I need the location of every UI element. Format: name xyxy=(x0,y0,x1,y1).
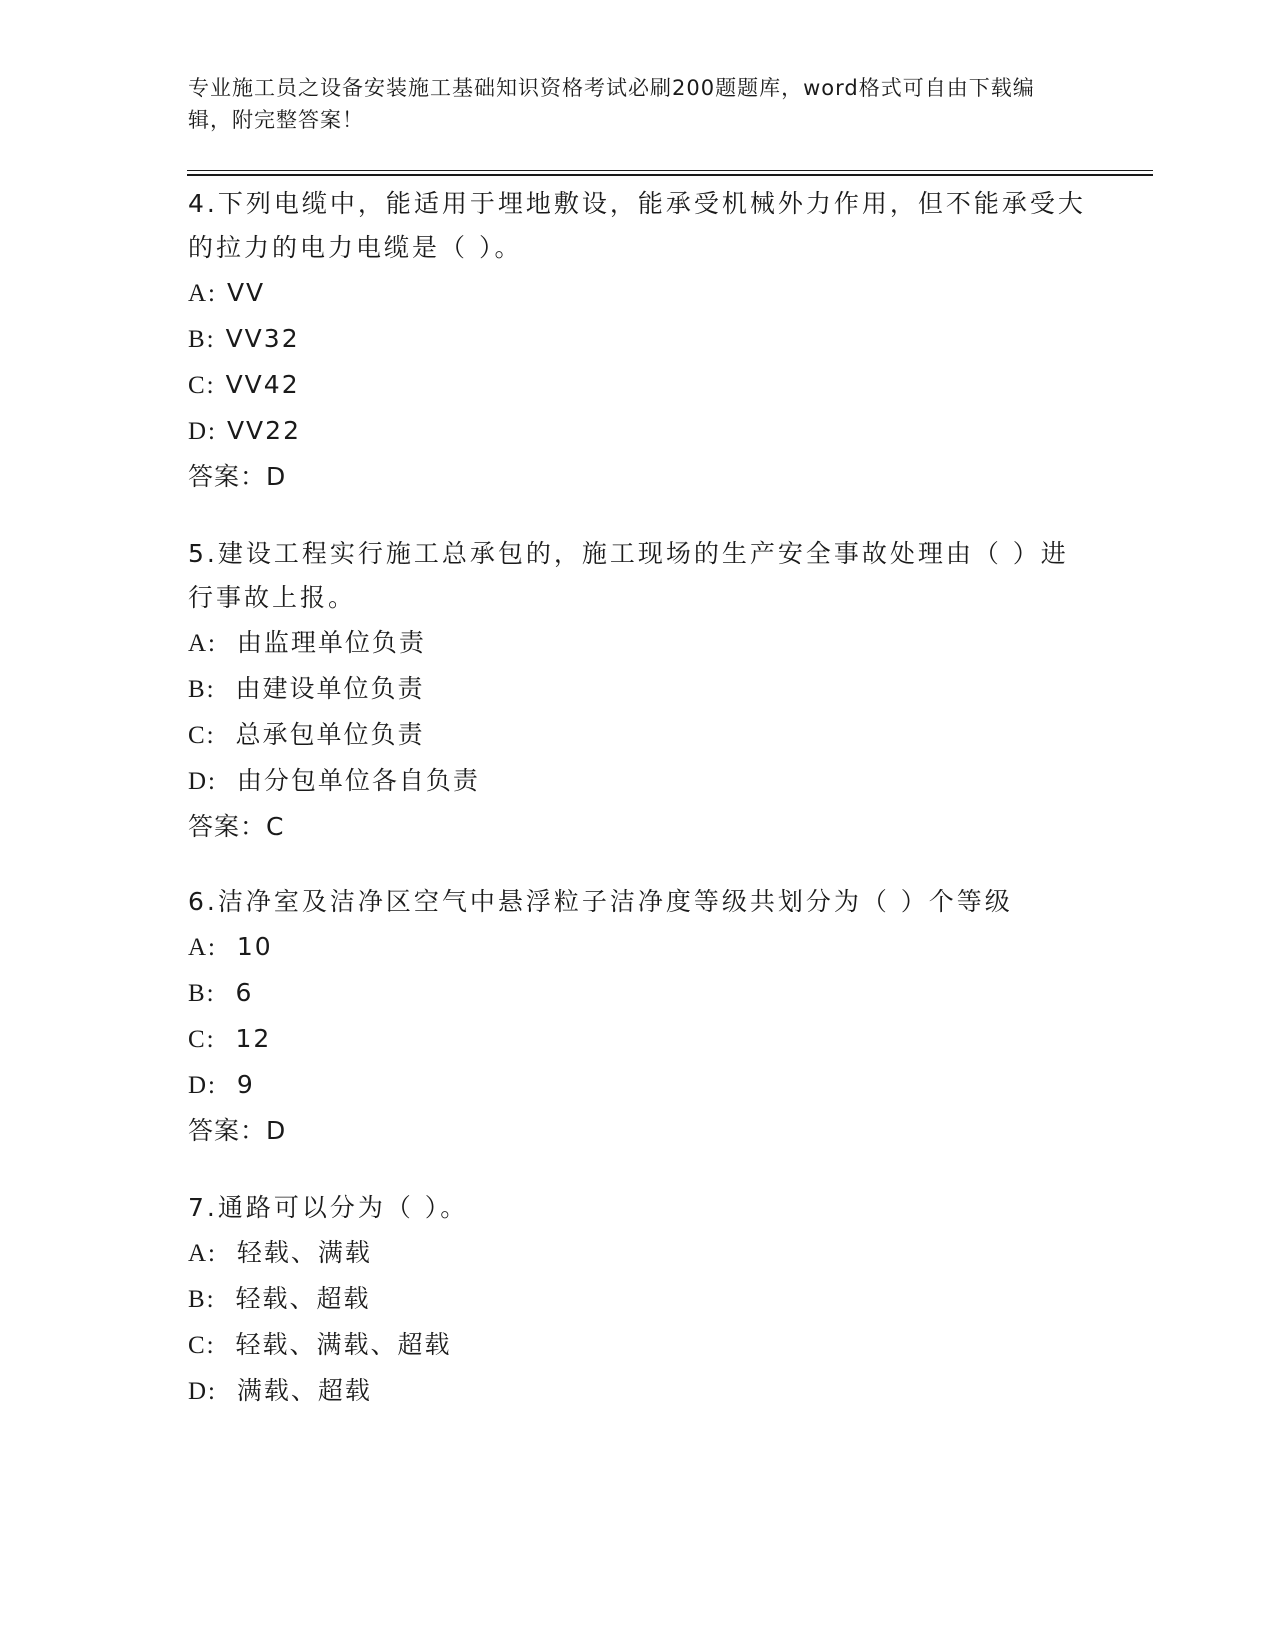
option-d xyxy=(188,758,1088,804)
question-stem: 6.洁净室及洁净区空气中悬浮粒子洁净度等级共划分为（ ）个等级 xyxy=(188,887,1013,916)
option-b xyxy=(188,970,1088,1016)
option-key: D: xyxy=(188,418,217,445)
question-stem: 4.下列电缆中，能适用于埋地敷设，能承受机械外力作用，但不能承受大的拉力的电力电缆是（ ）。 xyxy=(188,189,1086,262)
option-text: 12 xyxy=(235,1024,272,1053)
option-text: VV32 xyxy=(225,324,300,353)
option-d xyxy=(188,1368,1088,1414)
option-key: A: xyxy=(188,280,217,307)
question-4 xyxy=(188,182,1088,499)
option-text: 满载、超载 xyxy=(236,1376,372,1405)
answer-line: 答案：C xyxy=(188,812,285,841)
option-a xyxy=(188,1230,1088,1276)
question-6 xyxy=(188,880,1088,1153)
option-key: A: xyxy=(188,1240,217,1267)
answer-line: 答案：D xyxy=(188,1116,287,1145)
document-header-title: 专业施工员之设备安装施工基础知识资格考试必刷200题题库，word格式可自由下载编辑，附完整答案！ xyxy=(188,76,1035,132)
option-key: A: xyxy=(188,630,217,657)
option-text: 轻载、满载 xyxy=(236,1238,372,1267)
option-key: B: xyxy=(188,326,216,353)
option-d xyxy=(188,408,1088,454)
answer-line: 答案：D xyxy=(188,462,287,491)
option-key: B: xyxy=(188,980,216,1007)
option-key: D: xyxy=(188,1072,217,1099)
option-b xyxy=(188,666,1088,712)
option-key: B: xyxy=(188,1286,216,1313)
option-a xyxy=(188,924,1088,970)
option-key: D: xyxy=(188,768,217,795)
header-divider-top xyxy=(187,170,1153,171)
option-key: D: xyxy=(188,1378,217,1405)
option-text: 轻载、超载 xyxy=(235,1284,371,1313)
option-text: VV22 xyxy=(226,416,301,445)
question-stem: 5.建设工程实行施工总承包的，施工现场的生产安全事故处理由（ ）进行事故上报。 xyxy=(188,539,1069,612)
option-text: 由分包单位各自负责 xyxy=(236,766,480,795)
option-key: B: xyxy=(188,676,216,703)
option-text: VV xyxy=(226,278,266,307)
option-c xyxy=(188,1016,1088,1062)
option-key: C: xyxy=(188,1332,216,1359)
option-text: 总承包单位负责 xyxy=(235,720,425,749)
option-key: C: xyxy=(188,722,216,749)
question-7 xyxy=(188,1186,1088,1414)
option-c xyxy=(188,712,1088,758)
option-text: VV42 xyxy=(225,370,300,399)
question-5 xyxy=(188,532,1088,849)
option-text: 由监理单位负责 xyxy=(236,628,426,657)
option-text: 轻载、满载、超载 xyxy=(235,1330,452,1359)
option-c xyxy=(188,1322,1088,1368)
option-text: 6 xyxy=(235,978,254,1007)
option-text: 9 xyxy=(236,1070,255,1099)
option-text: 由建设单位负责 xyxy=(235,674,425,703)
option-b xyxy=(188,1276,1088,1322)
option-text: 10 xyxy=(236,932,273,961)
option-d xyxy=(188,1062,1088,1108)
option-key: C: xyxy=(188,1026,216,1053)
option-c xyxy=(188,362,1088,408)
question-stem: 7.通路可以分为（ ）。 xyxy=(188,1193,469,1222)
option-a xyxy=(188,270,1088,316)
option-a xyxy=(188,620,1088,666)
option-b xyxy=(188,316,1088,362)
option-key: C: xyxy=(188,372,216,399)
header-divider-bottom xyxy=(187,174,1153,176)
option-key: A: xyxy=(188,934,217,961)
